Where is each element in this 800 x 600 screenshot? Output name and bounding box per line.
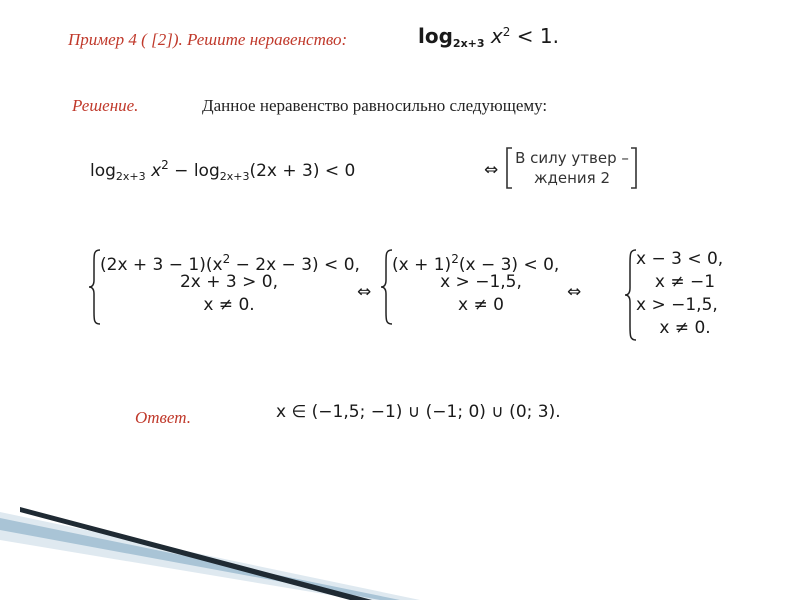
solution-label: Решение. xyxy=(72,96,139,115)
example-x: x xyxy=(490,24,503,48)
example-label: Пример 4 ( [2]). Решите неравенство: xyxy=(68,30,348,49)
system-3-line-3: x > −1,5, xyxy=(636,295,718,315)
bracket-line-1: В силу утвер – xyxy=(515,149,629,167)
log-2: log xyxy=(193,161,220,181)
example-tail: < 1. xyxy=(510,24,559,48)
log-1-exp: 2 xyxy=(161,158,169,172)
answer-value: x ∈ (−1,5; −1) ∪ (−1; 0) ∪ (0; 3). xyxy=(276,402,561,422)
minus-sign: − xyxy=(168,161,194,181)
system-1-line-1: $(2x + 3 - 1)(x^2 - 2x - 3) < 0$, xyxy=(100,252,360,275)
equivalence-arrow-3: ⇔ xyxy=(567,282,582,302)
answer-label: Ответ. xyxy=(135,408,191,427)
system-3-line-4: x ≠ 0. xyxy=(659,318,711,338)
system-2-line-2: x > −1,5, xyxy=(440,272,522,292)
example-log: log xyxy=(418,24,453,48)
log-2-arg: (2x + 3) < 0 xyxy=(249,161,356,181)
log-1-base: 2x+3 xyxy=(115,170,146,183)
log-2-base: 2x+3 xyxy=(219,170,250,183)
solution-text: Данное неравенство равносильно следующему: xyxy=(202,96,548,115)
equivalence-arrow-2: ⇔ xyxy=(357,282,372,302)
system-2-line-1: $(x + 1)^2(x - 3) < 0$, xyxy=(392,252,560,275)
bracket-line-2: ждения 2 xyxy=(533,169,610,187)
equivalence-arrow-1: ⇔ xyxy=(484,160,499,180)
log-1-arg: x xyxy=(151,161,162,181)
system-2-line-3: x ≠ 0 xyxy=(458,295,504,315)
example-base: 2x+3 xyxy=(452,37,485,50)
system-1-line-3: x ≠ 0. xyxy=(203,295,255,315)
system-3-line-2: x ≠ −1 xyxy=(654,272,716,292)
example-exp: 2 xyxy=(502,25,511,39)
system-1-line-2: 2x + 3 > 0, xyxy=(179,272,278,292)
log-1: log xyxy=(90,161,116,181)
system-3-line-1: x − 3 < 0, xyxy=(636,249,724,269)
